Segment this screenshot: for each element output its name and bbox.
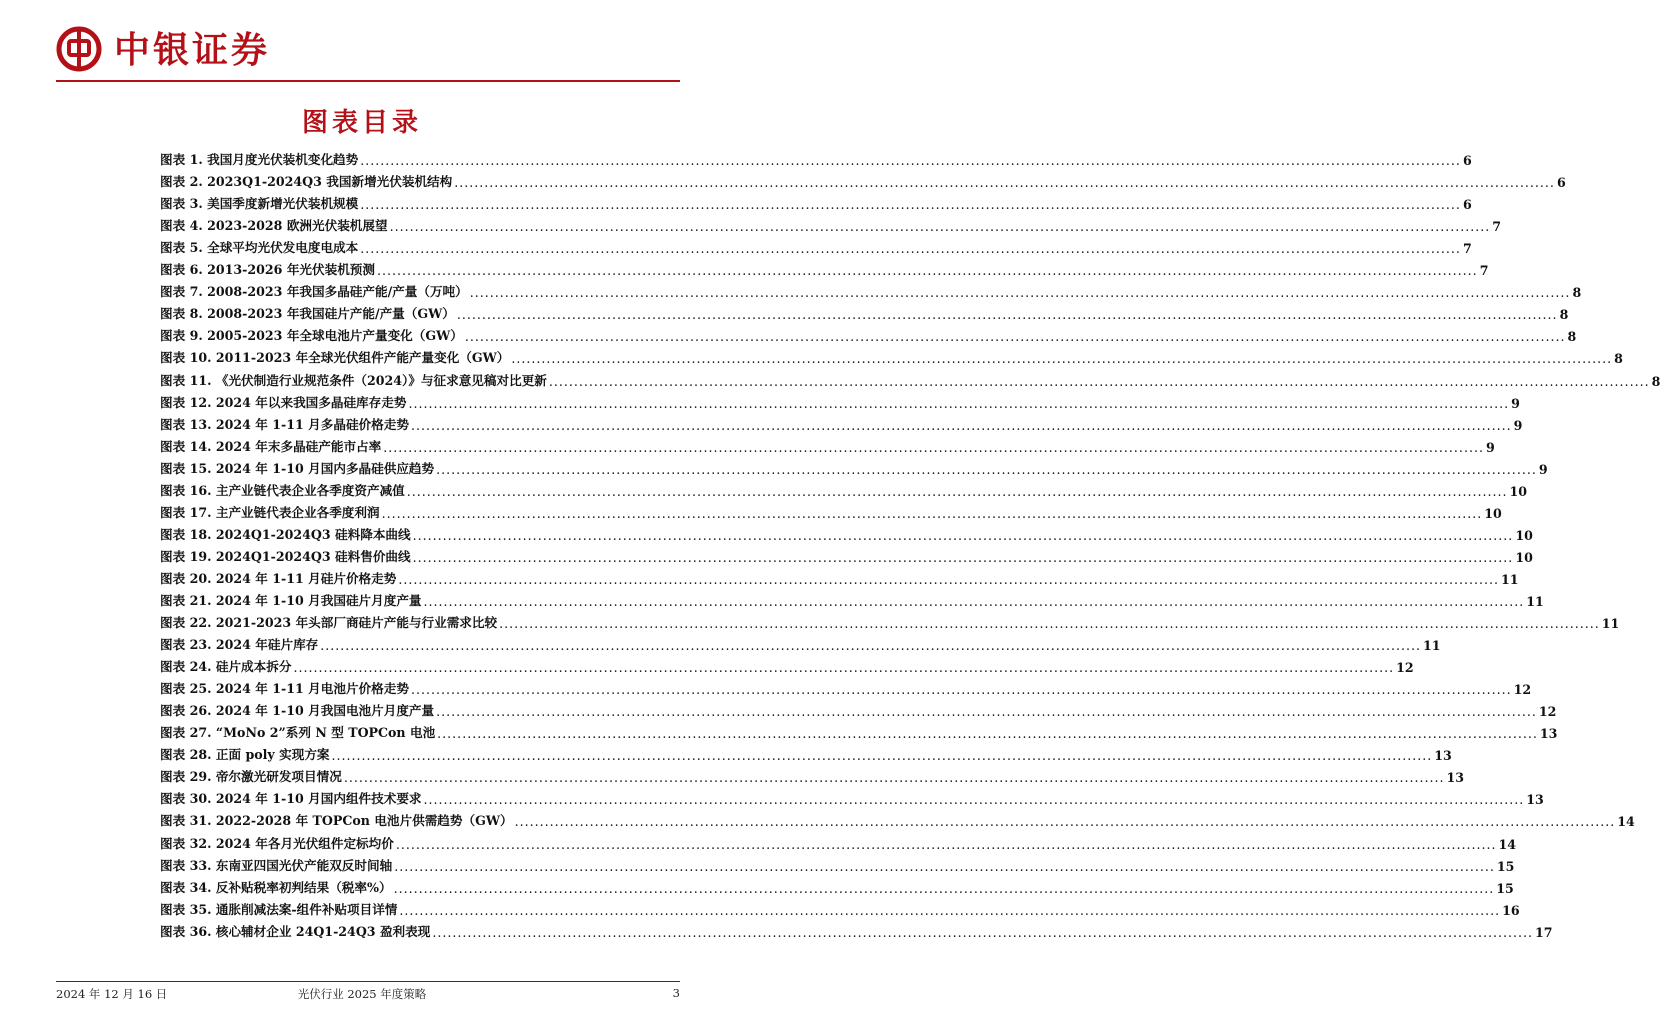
- toc-entry[interactable]: [160, 785, 1544, 808]
- toc-entry-title: 图表 31. 2022-2028 年 TOPCon 电池片供需趋势（GW）: [160, 813, 513, 829]
- toc-entry-page: 6: [1556, 175, 1566, 191]
- toc-entry-page: 13: [1526, 792, 1544, 808]
- toc-leader-dots: ............................................................................................................................................................................................................................: [511, 351, 1613, 367]
- toc-leader-dots: ............................................................................................................................................................................................................................: [454, 175, 1555, 191]
- toc-entry-page: 13: [1446, 770, 1465, 786]
- toc-entry[interactable]: [160, 609, 1620, 632]
- toc-entry-page: 11: [1501, 571, 1519, 587]
- toc-leader-dots: ............................................................................................................................................................................................................................: [432, 924, 1534, 940]
- toc-entry[interactable]: [160, 344, 1623, 367]
- toc-leader-dots: ............................................................................................................................................................................................................................: [394, 858, 1495, 874]
- toc-entry-page: 9: [1513, 417, 1523, 433]
- toc-entry-title: 图表 32. 2024 年各月光伏组件定标均价: [160, 835, 394, 851]
- toc-entry-page: 13: [1434, 748, 1452, 764]
- toc-entry[interactable]: [160, 212, 1502, 235]
- toc-entry-title: 图表 27. “MoNo 2”系列 N 型 TOPCon 电池: [160, 725, 436, 741]
- toc-leader-dots: ............................................................................................................................................................................................................................: [423, 792, 1525, 808]
- toc-entry[interactable]: [160, 918, 1553, 940]
- toc-entry-page: 7: [1479, 263, 1489, 279]
- toc-entry[interactable]: [160, 521, 1533, 543]
- toc-entry[interactable]: [160, 631, 1441, 654]
- toc-entry-title: 图表 25. 2024 年 1-11 月电池片价格走势: [160, 681, 409, 697]
- figure-table-of-contents: [160, 146, 1660, 940]
- toc-entry-title: 图表 9. 2005-2023 年全球电池片产量变化（GW）: [160, 328, 463, 344]
- toc-entry-page: 9: [1511, 395, 1520, 411]
- toc-leader-dots: ............................................................................................................................................................................................................................: [406, 483, 1508, 499]
- toc-entry[interactable]: [160, 322, 1577, 345]
- toc-leader-dots: ............................................................................................................................................................................................................................: [469, 285, 1571, 301]
- toc-entry-title: 图表 35. 通胀削减法案-组件补贴项目详情: [160, 901, 398, 917]
- toc-leader-dots: ............................................................................................................................................................................................................................: [376, 263, 1478, 279]
- toc-leader-dots: ............................................................................................................................................................................................................................: [514, 814, 1616, 830]
- page-header: [0, 0, 724, 90]
- toc-leader-dots: ............................................................................................................................................................................................................................: [331, 748, 1433, 764]
- toc-heading: 图表目录: [301, 108, 422, 138]
- toc-entry[interactable]: [160, 565, 1519, 587]
- toc-entry[interactable]: [160, 587, 1544, 609]
- toc-entry[interactable]: [160, 278, 1582, 301]
- header-divider: [56, 80, 680, 82]
- toc-entry-page: 9: [1485, 439, 1495, 455]
- toc-leader-dots: ............................................................................................................................................................................................................................: [395, 836, 1497, 852]
- toc-entry[interactable]: [160, 389, 1520, 411]
- toc-entry[interactable]: [160, 234, 1472, 257]
- toc-leader-dots: ............................................................................................................................................................................................................................: [410, 417, 1512, 433]
- toc-entry-page: 10: [1515, 549, 1533, 565]
- toc-leader-dots: ............................................................................................................................................................................................................................: [360, 153, 1461, 169]
- toc-entry-page: 15: [1496, 858, 1515, 874]
- toc-entry-page: 8: [1651, 373, 1660, 389]
- toc-entry[interactable]: [160, 499, 1502, 521]
- brand-name: 中银证券: [114, 29, 271, 71]
- toc-leader-dots: ............................................................................................................................................................................................................................: [399, 902, 1501, 918]
- toc-entry-title: 图表 11. 《光伏制造行业规范条件（2024）》与征求意见稿对比更新: [160, 372, 547, 388]
- footer-date: 2024 年 12 月 16 日: [56, 987, 168, 1001]
- toc-entry[interactable]: [160, 256, 1489, 279]
- toc-entry-title: 图表 26. 2024 年 1-10 月我国电池片月度产量: [160, 703, 435, 719]
- toc-leader-dots: ............................................................................................................................................................................................................................: [436, 461, 1537, 477]
- toc-entry-page: 16: [1502, 902, 1520, 918]
- footer-page-number: 3: [672, 986, 680, 1000]
- toc-entry-title: 图表 1. 我国月度光伏装机变化趋势: [160, 152, 359, 168]
- toc-entry-title: 图表 21. 2024 年 1-10 月我国硅片月度产量: [160, 592, 422, 608]
- toc-entry-page: 13: [1539, 726, 1558, 742]
- toc-leader-dots: ............................................................................................................................................................................................................................: [412, 549, 1514, 565]
- toc-leader-dots: ............................................................................................................................................................................................................................: [381, 505, 1483, 521]
- toc-leader-dots: ............................................................................................................................................................................................................................: [423, 593, 1525, 609]
- toc-leader-dots: ............................................................................................................................................................................................................................: [293, 660, 1395, 676]
- toc-entry-title: 图表 7. 2008-2023 年我国多晶硅产能/产量（万吨）: [160, 284, 468, 300]
- toc-entry[interactable]: [160, 852, 1515, 874]
- toc-leader-dots: ............................................................................................................................................................................................................................: [343, 770, 1445, 786]
- toc-leader-dots: ............................................................................................................................................................................................................................: [499, 616, 1600, 632]
- toc-entry-page: 17: [1535, 924, 1553, 940]
- toc-entry-page: 15: [1496, 880, 1514, 896]
- toc-entry[interactable]: [160, 146, 1472, 169]
- toc-entry-page: 9: [1538, 461, 1548, 477]
- toc-entry[interactable]: [160, 543, 1533, 565]
- toc-leader-dots: ............................................................................................................................................................................................................................: [398, 571, 1500, 587]
- toc-leader-dots: ............................................................................................................................................................................................................................: [408, 395, 1510, 411]
- toc-entry-page: 10: [1484, 505, 1502, 521]
- toc-leader-dots: ............................................................................................................................................................................................................................: [464, 329, 1566, 345]
- toc-entry[interactable]: [160, 874, 1514, 896]
- toc-entry-page: 14: [1617, 814, 1635, 830]
- toc-entry-title: 图表 22. 2021-2023 年头部厂商硅片产能与行业需求比较: [160, 615, 498, 631]
- toc-entry-title: 图表 19. 2024Q1-2024Q3 硅料售价曲线: [160, 548, 411, 564]
- toc-entry-page: 7: [1462, 241, 1472, 257]
- toc-leader-dots: ............................................................................................................................................................................................................................: [360, 241, 1461, 257]
- toc-entry-title: 图表 4. 2023-2028 欧洲光伏装机展望: [160, 218, 388, 234]
- toc-entry-title: 图表 16. 主产业链代表企业各季度资产减值: [160, 482, 405, 498]
- toc-entry-title: 图表 17. 主产业链代表企业各季度利润: [160, 504, 380, 520]
- toc-entry-page: 7: [1492, 219, 1502, 235]
- toc-leader-dots: ............................................................................................................................................................................................................................: [383, 439, 1484, 455]
- toc-entry-title: 图表 2. 2023Q1-2024Q3 我国新增光伏装机结构: [160, 174, 453, 190]
- toc-entry-page: 11: [1526, 593, 1544, 609]
- toc-entry-title: 图表 34. 反补贴税率初判结果（税率%）: [160, 879, 392, 895]
- toc-entry[interactable]: [160, 477, 1528, 499]
- toc-leader-dots: ............................................................................................................................................................................................................................: [389, 219, 1491, 235]
- toc-leader-dots: ............................................................................................................................................................................................................................: [393, 880, 1495, 896]
- toc-entry-title: 图表 5. 全球平均光伏发电度电成本: [160, 240, 359, 256]
- toc-entry[interactable]: [160, 168, 1566, 191]
- toc-leader-dots: ............................................................................................................................................................................................................................: [436, 704, 1537, 720]
- toc-entry[interactable]: [160, 807, 1635, 830]
- toc-entry[interactable]: [160, 300, 1569, 323]
- toc-leader-dots: ............................................................................................................................................................................................................................: [437, 726, 1538, 742]
- toc-entry-title: 图表 14. 2024 年末多晶硅产能市占率: [160, 438, 382, 454]
- toc-entry[interactable]: [160, 411, 1523, 433]
- toc-entry-page: 10: [1509, 483, 1528, 499]
- toc-entry[interactable]: [160, 896, 1520, 918]
- toc-entry-page: 8: [1572, 285, 1582, 301]
- toc-entry-title: 图表 3. 美国季度新增光伏装机规模: [160, 196, 359, 212]
- toc-leader-dots: ............................................................................................................................................................................................................................: [456, 307, 1558, 323]
- toc-entry-page: 6: [1462, 197, 1472, 213]
- toc-entry-title: 图表 29. 帝尔激光研发项目情况: [160, 769, 342, 785]
- toc-entry[interactable]: [160, 719, 1558, 742]
- toc-entry[interactable]: [160, 455, 1548, 477]
- footer-divider: [56, 981, 680, 982]
- toc-entry-page: 6: [1462, 153, 1472, 169]
- toc-entry[interactable]: [160, 653, 1414, 676]
- toc-leader-dots: ............................................................................................................................................................................................................................: [320, 638, 1421, 654]
- toc-leader-dots: ............................................................................................................................................................................................................................: [548, 373, 1650, 389]
- toc-entry-title: 图表 12. 2024 年以来我国多晶硅库存走势: [160, 394, 407, 410]
- toc-entry-page: 12: [1538, 704, 1557, 720]
- toc-entry-title: 图表 20. 2024 年 1-11 月硅片价格走势: [160, 570, 397, 586]
- toc-entry-page: 8: [1614, 351, 1623, 367]
- toc-entry-title: 图表 30. 2024 年 1-10 月国内组件技术要求: [160, 791, 422, 807]
- toc-leader-dots: ............................................................................................................................................................................................................................: [412, 527, 1514, 543]
- toc-entry-title: 图表 8. 2008-2023 年我国硅片产能/产量（GW）: [160, 306, 455, 322]
- toc-entry-page: 8: [1559, 307, 1569, 323]
- toc-leader-dots: ............................................................................................................................................................................................................................: [360, 197, 1461, 213]
- toc-entry[interactable]: [160, 697, 1557, 720]
- toc-entry[interactable]: [160, 741, 1452, 764]
- toc-entry[interactable]: [160, 433, 1495, 455]
- toc-entry-page: 14: [1498, 836, 1517, 852]
- toc-entry[interactable]: [160, 829, 1517, 852]
- toc-entry-page: 11: [1601, 616, 1620, 632]
- toc-entry-page: 12: [1513, 682, 1532, 698]
- toc-entry-title: 图表 28. 正面 poly 实现方案: [160, 747, 330, 763]
- toc-entry[interactable]: [160, 675, 1532, 698]
- toc-entry-page: 12: [1396, 660, 1414, 676]
- toc-entry[interactable]: [160, 366, 1660, 389]
- toc-entry-page: 10: [1515, 527, 1533, 543]
- toc-entry[interactable]: [160, 190, 1472, 213]
- toc-entry-title: 图表 33. 东南亚四国光伏产能双反时间轴: [160, 857, 393, 873]
- toc-entry-title: 图表 36. 核心辅材企业 24Q1-24Q3 盈利表现: [160, 923, 431, 939]
- footer-document-title: 光伏行业 2025 年度策略: [297, 987, 427, 1001]
- bank-of-china-logo-icon: [56, 26, 102, 72]
- toc-entry-page: 11: [1422, 638, 1441, 654]
- toc-entry[interactable]: [160, 763, 1465, 786]
- toc-entry-title: 图表 23. 2024 年硅片库存: [160, 637, 319, 653]
- toc-entry-title: 图表 24. 硅片成本拆分: [160, 659, 292, 675]
- toc-entry-title: 图表 15. 2024 年 1-10 月国内多晶硅供应趋势: [160, 460, 435, 476]
- toc-leader-dots: ............................................................................................................................................................................................................................: [410, 682, 1512, 698]
- toc-entry-page: 8: [1567, 329, 1577, 345]
- toc-entry-title: 图表 18. 2024Q1-2024Q3 硅料降本曲线: [160, 526, 411, 542]
- toc-entry-title: 图表 13. 2024 年 1-11 月多晶硅价格走势: [160, 416, 409, 432]
- toc-entry-title: 图表 10. 2011-2023 年全球光伏组件产能产量变化（GW）: [160, 350, 510, 366]
- toc-entry-title: 图表 6. 2013-2026 年光伏装机预测: [160, 262, 375, 278]
